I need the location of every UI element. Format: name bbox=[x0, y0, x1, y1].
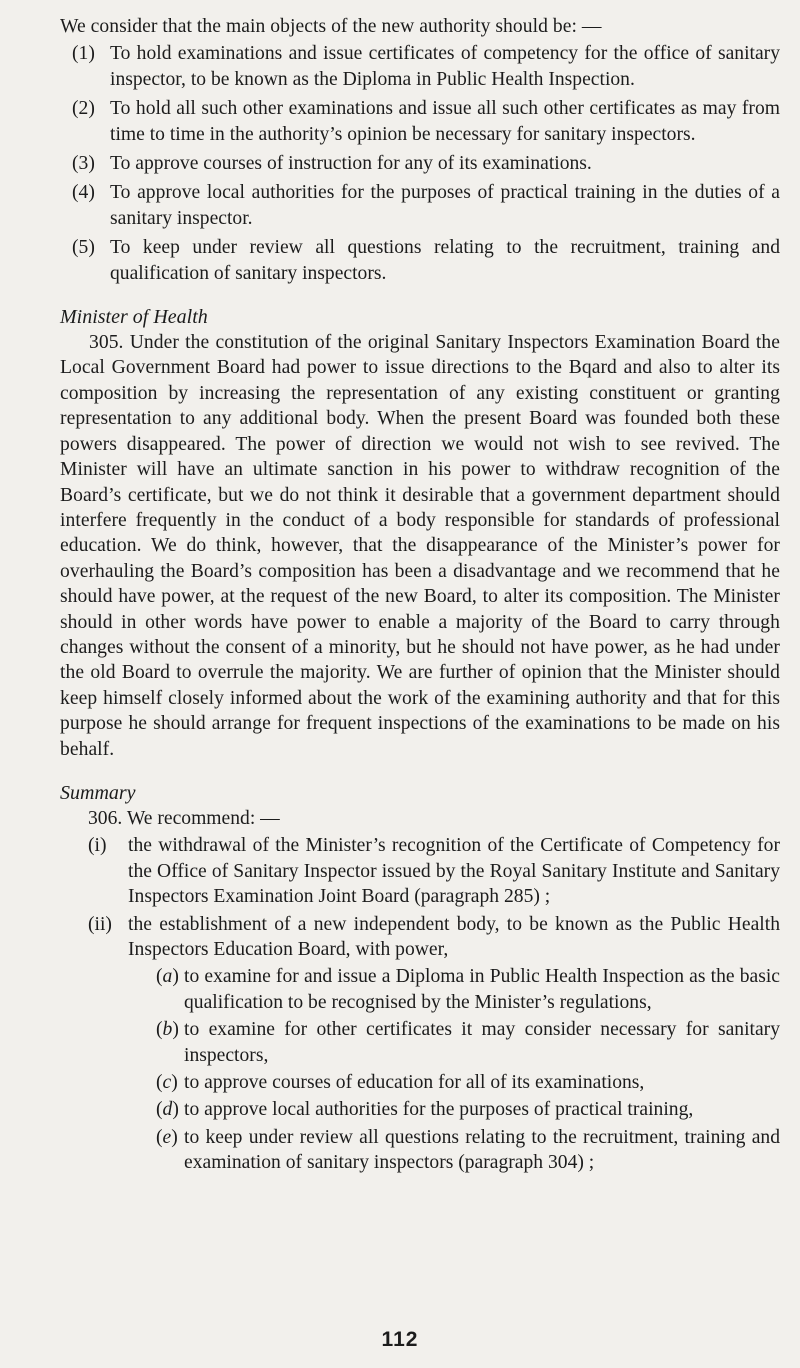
sub-item-letter: (a) bbox=[156, 966, 179, 988]
sub-list-item bbox=[128, 1070, 780, 1095]
sub-item-text: to approve courses of education for all of its examinations, bbox=[184, 1072, 645, 1094]
list-item bbox=[60, 180, 780, 231]
sub-item-letter-text: a bbox=[162, 966, 173, 988]
item-number: (i) bbox=[88, 835, 107, 857]
item-text: To hold all such other examinations and issue all such other certificates as may from time to time in the authority’s opinion be necessary for sanitary inspectors. bbox=[110, 98, 780, 145]
summary-lead: 306. We recommend: — bbox=[88, 807, 280, 829]
sub-item-letter-text: d bbox=[162, 1099, 173, 1121]
sub-list-item bbox=[128, 964, 780, 1015]
sub-item-text: to examine for and issue a Diploma in Public Health Inspection as the basic qualification to be recognised by the Minister’s regulations, bbox=[184, 966, 780, 1013]
list-item bbox=[60, 235, 780, 286]
sub-item-letter-text: e bbox=[162, 1126, 172, 1148]
sub-list-item bbox=[128, 1125, 780, 1176]
sub-item-text: to keep under review all questions relating to the recruitment, training and examination of sanitary inspectors (paragraph 304) ; bbox=[184, 1126, 780, 1174]
summary-list bbox=[60, 833, 780, 1175]
minister-heading: Minister of Health bbox=[60, 306, 208, 329]
sub-list-item bbox=[128, 1017, 780, 1068]
sub-item-letter: (c) bbox=[156, 1072, 178, 1094]
item-text: the establishment of a new independent body, to be known as the Public Health Inspectors Education Board, with power, bbox=[128, 913, 780, 960]
item-text: To hold examinations and issue certificates of competency for the office of sanitary inspector, to be known as the Diploma in Public Health Inspection. bbox=[110, 43, 780, 90]
sub-item-text: to examine for other certificates it may consider necessary for sanitary inspectors, bbox=[184, 1019, 780, 1066]
sub-item-text: to approve local authorities for the purposes of practical training, bbox=[184, 1099, 694, 1121]
item-number: (1) bbox=[72, 43, 95, 65]
sub-item-letter: (e) bbox=[156, 1126, 178, 1148]
paragraph-305: 305. Under the constitution of the original Sanitary Inspectors Examination Board the Local Government Board had power to issue directions to the Bqard and also to alter its composition by increasing the representation of any existing constituent or granting representation to any additional body. When the present Board was founded both these powers disappeared. The power of direction we would not wish to see revived. The Minister will have an ultimate sanction in his power to withdraw recognition of the Board’s certificate, but we do not think it desirable that a government department should interfere frequently in the conduct of a body responsible for standards of professional education. We do think, however, that the disappearance of the Minister’s power for overhauling the Board’s composition has been a disadvantage and we recommend that he should have power, at the request of the new Board, to alter its composition. The Minister should in other words have power to enable a majority of the Board to carry through changes without the consent of a minority, but he should not have power, as he had under the old Board to overrule the majority. We are further of opinion that the Minister should keep himself closely informed about the work of the examining authority and that for this purpose he should arrange for frequent inspections of the examinations to be made on his behalf. bbox=[60, 332, 780, 760]
sub-item-letter-text: b bbox=[162, 1019, 173, 1041]
summary-heading: Summary bbox=[60, 781, 136, 804]
list-item bbox=[60, 41, 780, 92]
item-text: To keep under review all questions relating to the recruitment, training and qualification of sanitary inspectors. bbox=[110, 237, 780, 284]
item-number: (2) bbox=[72, 98, 95, 120]
item-text: To approve courses of instruction for any of its examinations. bbox=[110, 153, 592, 175]
item-body bbox=[128, 912, 780, 1176]
sub-list-item bbox=[128, 1097, 780, 1122]
item-text: To approve local authorities for the purposes of practical training in the duties of a sanitary inspector. bbox=[110, 182, 780, 229]
list-item bbox=[60, 151, 780, 176]
list-item bbox=[60, 912, 780, 1176]
page-number: 112 bbox=[381, 1328, 419, 1351]
intro-sentence: We consider that the main objects of the new authority should be: — bbox=[60, 16, 602, 37]
sub-item-letter: (d) bbox=[156, 1099, 179, 1121]
list-item bbox=[60, 96, 780, 147]
item-number: (3) bbox=[72, 153, 95, 175]
item-text: the withdrawal of the Minister’s recognition of the Certificate of Competency for the Office of Sanitary Inspector issued by the Royal Sanitary Institute and Sanitary Inspectors Examination Joint Board (paragraph 285) ; bbox=[128, 835, 780, 908]
objects-list bbox=[60, 41, 780, 286]
item-number: (4) bbox=[72, 182, 95, 204]
item-number: (ii) bbox=[88, 913, 112, 935]
list-item bbox=[60, 833, 780, 909]
sub-item-letter: (b) bbox=[156, 1019, 179, 1041]
sub-item-letter-text: c bbox=[162, 1072, 172, 1094]
item-number: (5) bbox=[72, 237, 95, 259]
